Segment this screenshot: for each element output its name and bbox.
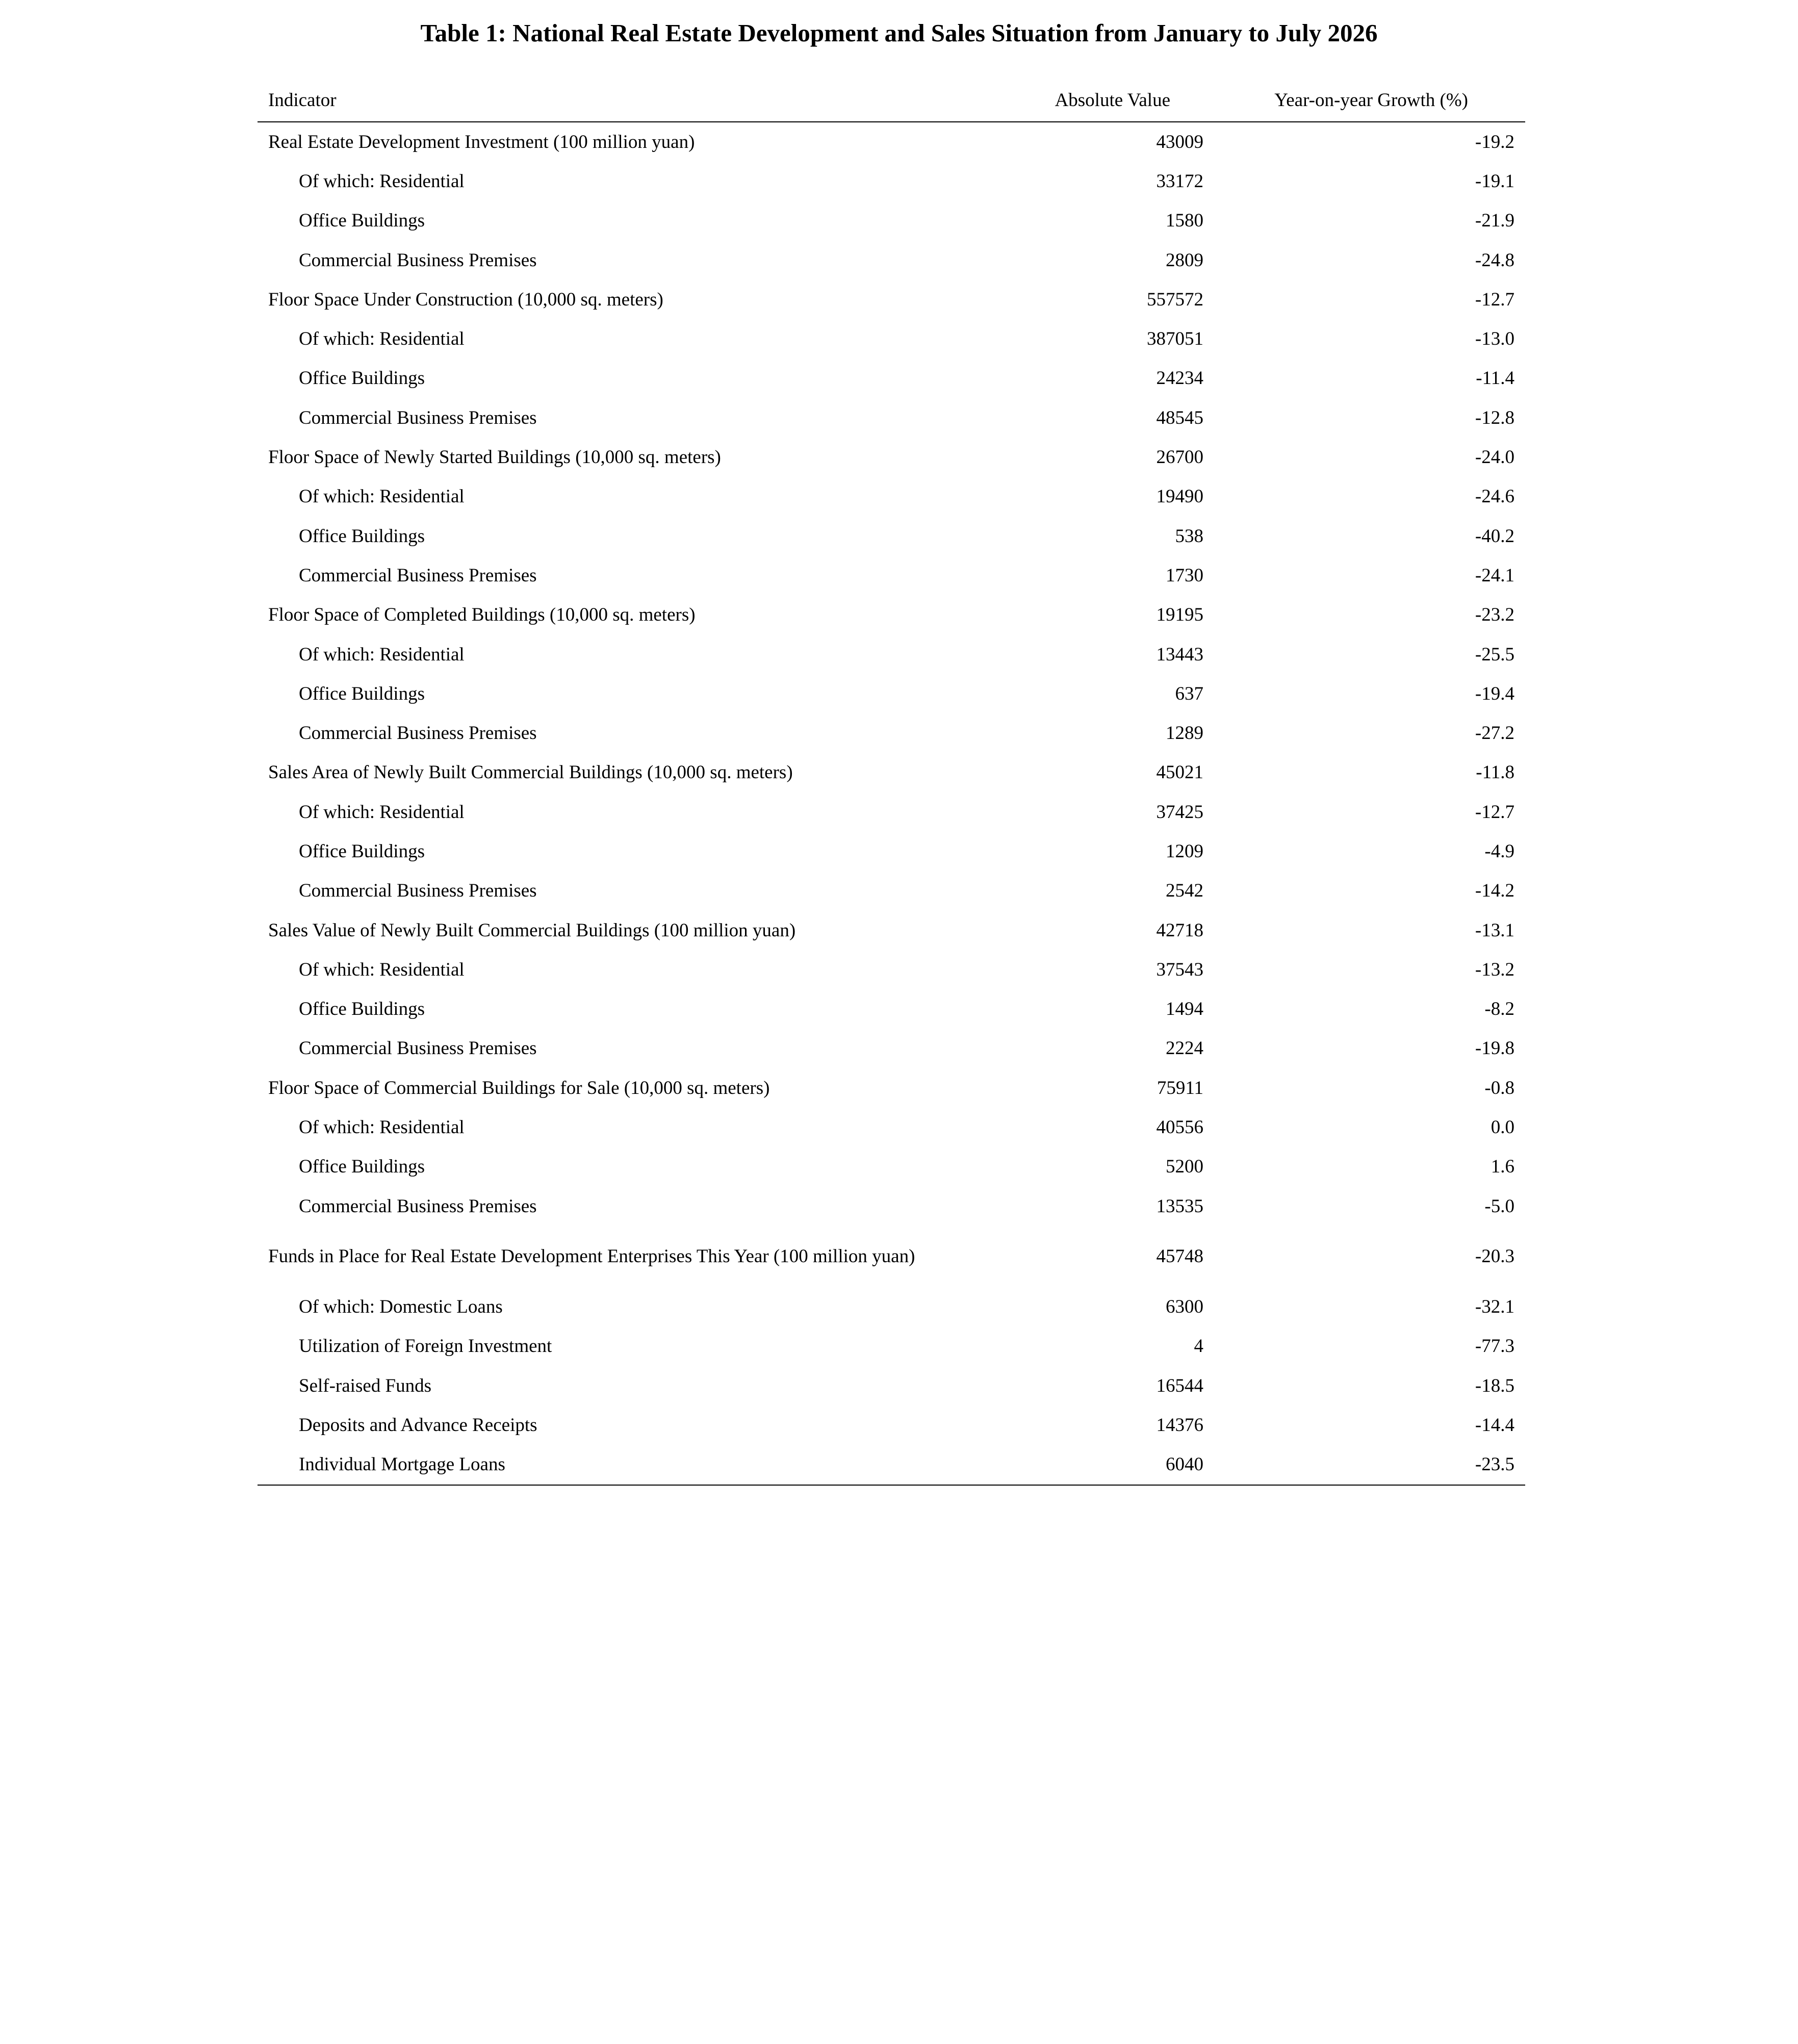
indicator-cell: Floor Space of Commercial Buildings for Sale (10,000 sq. meters) bbox=[268, 1077, 770, 1098]
indicator-cell: Commercial Business Premises bbox=[299, 249, 537, 271]
page-title: Table 1: National Real Estate Development and Sales Situation from January to July 2026 bbox=[420, 19, 1378, 47]
indicator-cell: Commercial Business Premises bbox=[299, 1038, 537, 1059]
indicator-cell: Sales Area of Newly Built Commercial Buildings (10,000 sq. meters) bbox=[268, 762, 793, 783]
indicator-cell: Commercial Business Premises bbox=[299, 880, 537, 902]
column-header-yoy-growth: Year-on-year Growth (%) bbox=[1214, 79, 1525, 122]
data-table-container bbox=[258, 79, 1525, 1486]
sub-indicator-row bbox=[258, 1029, 1525, 1068]
yoy-growth-cell: -25.5 bbox=[1475, 644, 1514, 665]
absolute-value-cell: 1209 bbox=[1166, 840, 1203, 862]
sub-indicator-row bbox=[258, 556, 1525, 595]
sub-indicator-row bbox=[258, 1327, 1525, 1366]
absolute-value-cell: 33172 bbox=[1156, 170, 1203, 192]
absolute-value-cell: 43009 bbox=[1156, 131, 1203, 152]
yoy-growth-cell: -21.9 bbox=[1475, 210, 1514, 232]
yoy-growth-cell: -24.1 bbox=[1475, 565, 1514, 586]
indicator-cell: Commercial Business Premises bbox=[299, 723, 537, 744]
absolute-value-cell: 557572 bbox=[1147, 289, 1203, 310]
yoy-growth-cell: -18.5 bbox=[1475, 1375, 1514, 1396]
absolute-value-cell: 45021 bbox=[1156, 762, 1203, 783]
sub-indicator-row bbox=[258, 398, 1525, 438]
absolute-value-cell: 1580 bbox=[1166, 210, 1203, 232]
absolute-value-cell: 45748 bbox=[1156, 1246, 1203, 1267]
indicator-cell: Floor Space Under Construction (10,000 sq. meters) bbox=[268, 289, 663, 310]
indicator-row bbox=[258, 438, 1525, 477]
yoy-growth-cell: -12.7 bbox=[1475, 801, 1514, 823]
absolute-value-cell: 48545 bbox=[1156, 407, 1203, 428]
yoy-growth-cell: -14.2 bbox=[1475, 880, 1514, 902]
indicator-cell: Of which: Residential bbox=[299, 170, 465, 192]
yoy-growth-cell: -19.8 bbox=[1475, 1038, 1514, 1059]
absolute-value-cell: 26700 bbox=[1156, 447, 1203, 468]
absolute-value-cell: 19195 bbox=[1156, 604, 1203, 626]
indicator-cell: Of which: Residential bbox=[299, 328, 465, 350]
absolute-value-cell: 1494 bbox=[1166, 999, 1203, 1020]
sub-indicator-row bbox=[258, 1366, 1525, 1406]
table-body bbox=[258, 122, 1525, 1485]
column-header-indicator: Indicator bbox=[258, 79, 968, 122]
yoy-growth-cell: -4.9 bbox=[1484, 840, 1514, 862]
indicator-cell: Commercial Business Premises bbox=[299, 565, 537, 586]
indicator-cell: Sales Value of Newly Built Commercial Buildings (100 million yuan) bbox=[268, 919, 796, 941]
yoy-growth-cell: -13.1 bbox=[1475, 919, 1514, 941]
absolute-value-cell: 42718 bbox=[1156, 919, 1203, 941]
sub-indicator-row bbox=[258, 950, 1525, 989]
absolute-value-cell: 2542 bbox=[1166, 880, 1203, 902]
yoy-growth-cell: -13.2 bbox=[1475, 959, 1514, 980]
absolute-value-cell: 37543 bbox=[1156, 959, 1203, 980]
sub-indicator-row bbox=[258, 241, 1525, 280]
sub-indicator-row bbox=[258, 319, 1525, 359]
indicator-cell: Office Buildings bbox=[299, 368, 425, 389]
yoy-growth-cell: -19.1 bbox=[1475, 170, 1514, 192]
sub-indicator-row bbox=[258, 793, 1525, 832]
sub-indicator-row bbox=[258, 162, 1525, 201]
absolute-value-cell: 13443 bbox=[1156, 644, 1203, 665]
yoy-growth-cell: -20.3 bbox=[1475, 1246, 1514, 1267]
indicator-cell: Individual Mortgage Loans bbox=[258, 1445, 968, 1485]
indicator-cell: Commercial Business Premises bbox=[299, 407, 537, 428]
indicator-row bbox=[258, 1226, 1525, 1287]
absolute-value-cell: 637 bbox=[1175, 683, 1203, 704]
sub-indicator-row bbox=[258, 477, 1525, 517]
sub-indicator-row bbox=[258, 832, 1525, 871]
indicator-cell: Of which: Residential bbox=[299, 959, 465, 980]
sub-indicator-row bbox=[258, 674, 1525, 713]
yoy-growth-cell: -27.2 bbox=[1475, 723, 1514, 744]
indicator-cell: Of which: Domestic Loans bbox=[299, 1296, 503, 1317]
yoy-growth-cell: -19.4 bbox=[1475, 683, 1514, 704]
indicator-cell: Floor Space of Newly Started Buildings (10,000 sq. meters) bbox=[268, 447, 721, 468]
data-table bbox=[258, 79, 1525, 1486]
indicator-cell: Real Estate Development Investment (100 million yuan) bbox=[268, 131, 695, 152]
yoy-growth-cell: -5.0 bbox=[1484, 1195, 1514, 1217]
sub-indicator-row bbox=[258, 1406, 1525, 1445]
yoy-growth-cell: -77.3 bbox=[1475, 1336, 1514, 1357]
indicator-cell: Office Buildings bbox=[299, 1156, 425, 1178]
yoy-growth-cell: -24.6 bbox=[1475, 486, 1514, 507]
absolute-value-cell: 2809 bbox=[1166, 249, 1203, 271]
indicator-row bbox=[258, 280, 1525, 319]
yoy-growth-cell: -12.8 bbox=[1475, 407, 1514, 428]
sub-indicator-row bbox=[258, 201, 1525, 241]
indicator-row bbox=[258, 753, 1525, 793]
indicator-cell: Office Buildings bbox=[299, 210, 425, 232]
indicator-cell: Floor Space of Completed Buildings (10,000 sq. meters) bbox=[268, 604, 696, 626]
absolute-value-cell: 14376 bbox=[1156, 1414, 1203, 1436]
indicator-cell: Office Buildings bbox=[299, 525, 425, 547]
absolute-value-cell: 13535 bbox=[1156, 1195, 1203, 1217]
absolute-value-cell: 24234 bbox=[1156, 368, 1203, 389]
indicator-cell: Office Buildings bbox=[299, 840, 425, 862]
indicator-row bbox=[258, 1068, 1525, 1108]
header-row bbox=[258, 79, 1525, 122]
yoy-growth-cell: -19.2 bbox=[1475, 131, 1514, 152]
sub-indicator-row bbox=[258, 872, 1525, 911]
absolute-value-cell: 2224 bbox=[1166, 1038, 1203, 1059]
sub-indicator-row bbox=[258, 990, 1525, 1029]
indicator-row bbox=[258, 911, 1525, 950]
table-header bbox=[258, 79, 1525, 122]
indicator-cell: Funds in Place for Real Estate Development Enterprises This Year (100 million yuan) bbox=[268, 1246, 915, 1267]
yoy-growth-cell: -24.0 bbox=[1475, 447, 1514, 468]
yoy-growth-cell: -13.0 bbox=[1475, 328, 1514, 350]
absolute-value-cell: 1289 bbox=[1166, 723, 1203, 744]
absolute-value-cell: 6040 bbox=[968, 1445, 1214, 1485]
sub-indicator-row bbox=[258, 517, 1525, 556]
absolute-value-cell: 37425 bbox=[1156, 801, 1203, 823]
sub-indicator-row bbox=[258, 359, 1525, 398]
yoy-growth-cell: -11.8 bbox=[1476, 762, 1514, 783]
indicator-cell: Utilization of Foreign Investment bbox=[299, 1336, 552, 1357]
yoy-growth-cell: -12.7 bbox=[1475, 289, 1514, 310]
sub-indicator-row bbox=[258, 1187, 1525, 1226]
indicator-cell: Deposits and Advance Receipts bbox=[299, 1414, 537, 1436]
yoy-growth-cell: -32.1 bbox=[1475, 1296, 1514, 1317]
indicator-row bbox=[258, 596, 1525, 635]
indicator-cell: Self-raised Funds bbox=[299, 1375, 431, 1396]
absolute-value-cell: 16544 bbox=[1156, 1375, 1203, 1396]
absolute-value-cell: 19490 bbox=[1156, 486, 1203, 507]
indicator-cell: Office Buildings bbox=[299, 683, 425, 704]
sub-indicator-row bbox=[258, 1147, 1525, 1187]
absolute-value-cell: 5200 bbox=[1166, 1156, 1203, 1178]
absolute-value-cell: 1730 bbox=[1166, 565, 1203, 586]
yoy-growth-cell: 1.6 bbox=[1491, 1156, 1514, 1178]
absolute-value-cell: 75911 bbox=[1157, 1077, 1203, 1098]
absolute-value-cell: 6300 bbox=[1166, 1296, 1203, 1317]
sub-indicator-row bbox=[258, 713, 1525, 753]
yoy-growth-cell: -0.8 bbox=[1484, 1077, 1514, 1098]
yoy-growth-cell: 0.0 bbox=[1491, 1117, 1514, 1138]
sub-indicator-row bbox=[258, 635, 1525, 674]
indicator-cell: Of which: Residential bbox=[299, 1117, 465, 1138]
yoy-growth-cell: -24.8 bbox=[1475, 249, 1514, 271]
indicator-cell: Of which: Residential bbox=[299, 801, 465, 823]
indicator-row bbox=[258, 122, 1525, 162]
sub-indicator-row bbox=[258, 1445, 1525, 1485]
yoy-growth-cell: -11.4 bbox=[1476, 368, 1514, 389]
indicator-cell: Office Buildings bbox=[299, 999, 425, 1020]
indicator-cell: Of which: Residential bbox=[299, 644, 465, 665]
yoy-growth-cell: -8.2 bbox=[1484, 999, 1514, 1020]
sub-indicator-row bbox=[258, 1287, 1525, 1326]
yoy-growth-cell: -40.2 bbox=[1475, 525, 1514, 547]
yoy-growth-cell: -14.4 bbox=[1475, 1414, 1514, 1436]
absolute-value-cell: 40556 bbox=[1156, 1117, 1203, 1138]
indicator-cell: Of which: Residential bbox=[299, 486, 465, 507]
yoy-growth-cell: -23.5 bbox=[1214, 1445, 1525, 1485]
yoy-growth-cell: -23.2 bbox=[1475, 604, 1514, 626]
column-header-absolute-value: Absolute Value bbox=[968, 79, 1214, 122]
indicator-cell: Commercial Business Premises bbox=[299, 1195, 537, 1217]
absolute-value-cell: 538 bbox=[1175, 525, 1203, 547]
sub-indicator-row bbox=[258, 1108, 1525, 1147]
absolute-value-cell: 4 bbox=[1194, 1336, 1203, 1357]
absolute-value-cell: 387051 bbox=[1147, 328, 1203, 350]
